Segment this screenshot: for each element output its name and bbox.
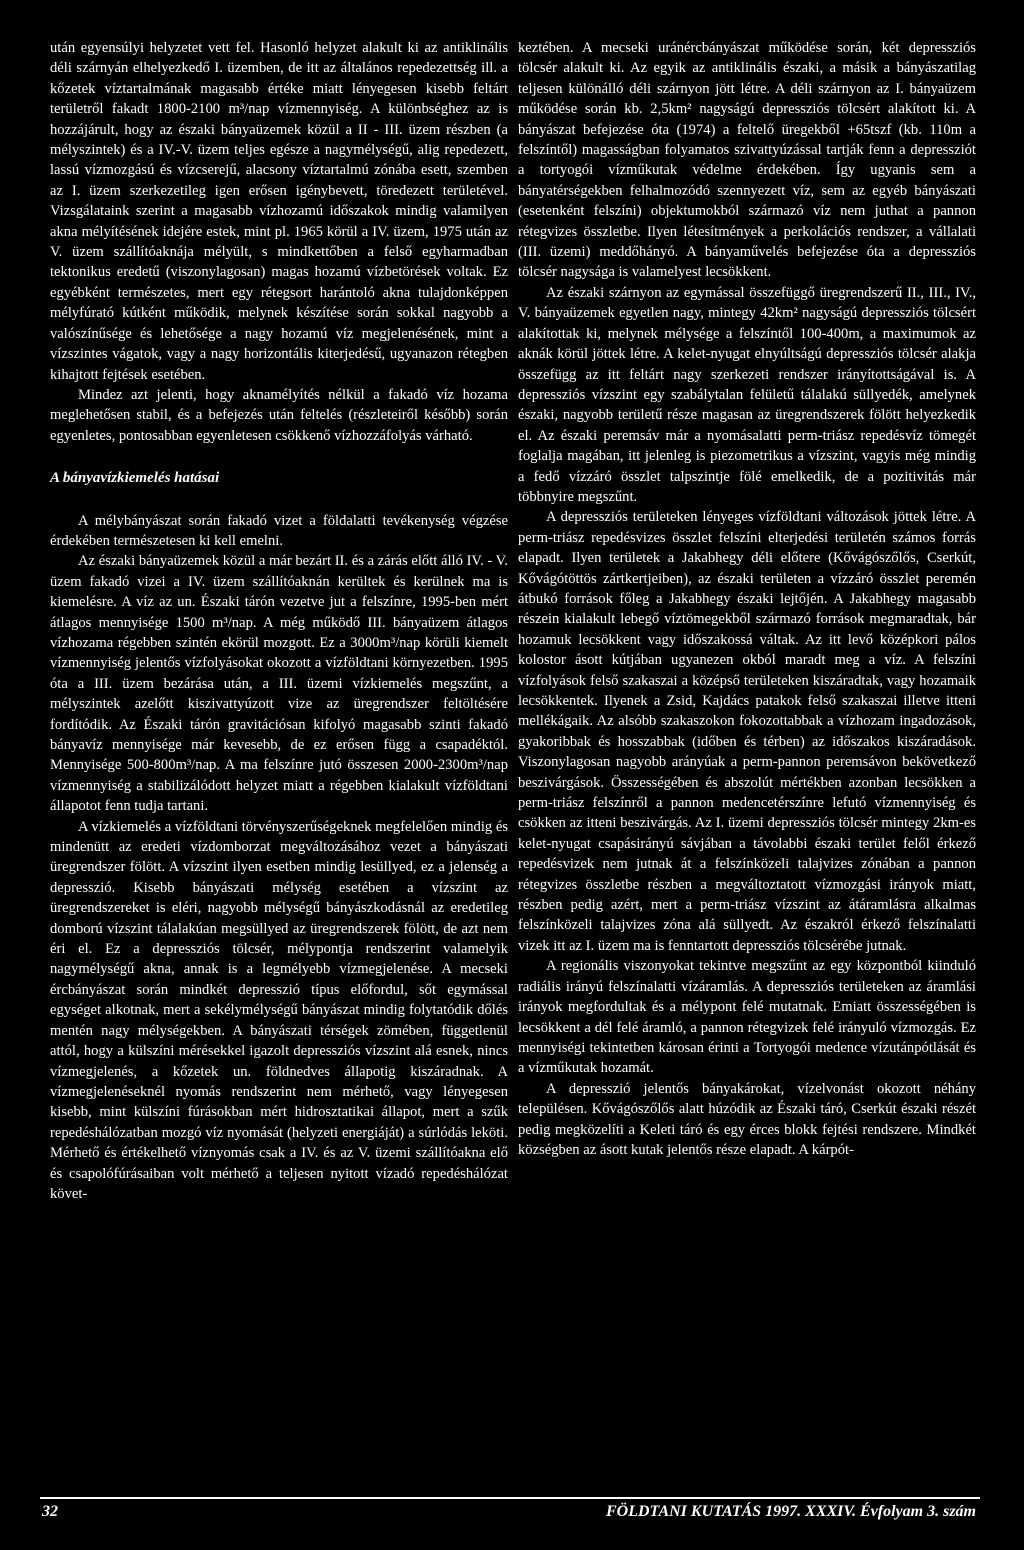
left-paragraph-4: Az északi bányaüzemek közül a már bezárt II. és a zárás előtt álló IV. - V. üzem fakadó vizei a IV. üzem szállítóaknán kerültek és kerülnek ma is kiemelésre. A víz az un. Északi tárón vezetve jut a felszínre, 1995-ben mért átlagos mennyisége 1500 m³/nap. A még működő III. bányaüzem átlagos vízhozama régebben szintén ekörül mozgott. Ez a 3000m³/nap körüli kiemelt vízmennyiség jelentős vízfolyásokat okozott a vízföldtani környezetben. 1995 óta a III. üzem bezárása után, a III. üzemi vízkiemelés megszűnt, a mélyszintek azelőtt kiszivattyúzott vize az üregrendszer feltöltésére fordítódik. Az Északi tárón gravitációsan kifolyó magasabb szinti fakadó bányavíz mennyisége már kevesebb, de ez erősen függ a csapadéktól. Mennyisége 500-800m³/nap. A ma felszínre jutó összesen 2000-2300m³/nap vízmennyiség a stabilizálódott helyzet miatt a régebben kialakult vízföldtani állapotot fenn tudja tartani. bbox=[50, 553, 508, 815]
left-paragraph-3: A mélybányászat során fakadó vizet a földalatti tevékenység végzése érdekében természetesen ki kell emelni. bbox=[50, 512, 508, 549]
left-column bbox=[50, 38, 508, 1204]
left-paragraph-5: A vízkiemelés a vízföldtani törvényszerűségeknek megfelelően mindig és mindenütt az eredeti vízdomborzat megváltozásához vezet a bányászati üregrendszer fölött. A vízszint ilyen esetben mindig lesüllyed, ez a jelenség a depresszió. Kisebb bányászati mélység esetében a vízszint az üregrendszereket is eléri, nagyobb mélységű bányászkodásnál az eredetileg domború vízszint tálalakúan megsüllyed az üregrendszerek fölött, de azt nem éri el. Ez a depressziós tölcsér, mélypontja rendszerint valamelyik nagymélységű akna, annak is a legmélyebb vízmegjelenése. A mecseki ércbányászat során mindkét depresszió típus előfordul, sőt egymással egységet alkotnak, mert a sekélymélységű bányászat mindig folytatódik dőlés mentén nagy mélységekben. A bányászati térségek zömében, függetlenül attól, hogy a külszíni mérésekkel igazolt depressziós vízszint alá esnek, nincs vízmegjelenés, a kőzetek un. földnedves állapotig kiszáradnak. A vízmegjelenéseknél nyomás rendszerint nem mérhető, vagy lényegesen kisebb, mint külszíni fúrásokban mért hidrosztatikai állapot, mert a szűk repedéshálózatban mozgó víz nyomását (helyzeti energiáját) a súrlódás leköti. Mérhető és értékelhető víznyomás csak a IV. és az V. üzemi szállítóakna elő és csapolófúrásaiban volt mérhető a teljesen nyitott vízadó repedéshálózat követ- bbox=[50, 818, 508, 1202]
right-paragraph-5: A depresszió jelentős bányakárokat, vízelvonást okozott néhány településen. Kővágószőlős alatt húzódik az Északi táró, Cserkút északi részét pedig megközelíti a Keleti táró és egy érces blokk fejtési rendszere. Mindkét községben az ásott kutak jelentős része elapadt. A kárpót- bbox=[518, 1080, 976, 1158]
right-column bbox=[518, 38, 976, 1160]
section-heading: A bányavízkiemelés hatásai bbox=[50, 470, 220, 487]
left-paragraph-2: Mindez azt jelenti, hogy aknamélyítés nélkül a fakadó víz hozama meglehetősen stabil, és a befejezés után feltelés (részleteiről később) során egyenletes, pontosabban egyenletesen csökkenő vízhozzáfolyás várható. bbox=[50, 386, 508, 444]
right-paragraph-4: A regionális viszonyokat tekintve megszűnt az egy központból kiinduló radiális irányú felszínalatti vízáramlás. A depressziós területeken az áramlási irányok megfordultak és a mélypont felé mutatnak. Emiatt összességében is lecsökkent a dél felé áramló, a pannon rétegvizek felé irányuló vízmozgás. Ez mennyiségi tekintetben károsan érinti a Tortyogói medence vízutánpótlását és a vízműkutak hozamát. bbox=[518, 958, 976, 1077]
right-paragraph-1: keztében. A mecseki uránércbányászat működése során, két depressziós tölcsér alakult ki. Az egyik az antiklinális északi, a másik a bányászatilag teljesen különálló déli szárnyon jött létre. A déli szárnyon az I. bányaüzem működése során kb. 2,5km² nagyságú depressziós tölcsért alakított ki. A bányászat befejezése óta (1974) a feltelő üregekből +65tszf (kb. 110m a felszíntől) magasságban folyamatos szivattyúzással tartják fenn a depressziót a tortyogói vízműkutak védelme érdekében. Így ugyanis sem a bányatérségekben felhalmozódó szennyezett víz, sem az egyéb bányászati (esetenként felszíni) objektumokból származó víz nem juthat a pannon rétegvizes összletbe. Ilyen létesítmények a perkolációs rendszer, a vállalati (III. üzemi) meddőhányó. A bányaművelés befejezése óta a depressziós tölcsér nagysága is valamelyest lecsökkent. bbox=[518, 40, 976, 281]
page-number: 32 bbox=[42, 1503, 58, 1520]
right-paragraph-3: A depressziós területeken lényeges vízföldtani változások jöttek létre. A perm-triász repedésvizes összlet felszíni elterjedési területén számos forrás elapadt. Ilyen területek a Jakabhegy déli előtere (Kővágószőlős, Cserkút, Kővágótöttös zártkertjeiben), az északi területen a vízzáró összlet peremén átbukó források főleg a Jakabhegy északi lejtőjén. A Jakabhegy magasabb részein kialakult lebegő víztömegekből származó források megmaradtak, bár hozamuk lecsökkent vagy időszakossá váltak. Az itt levő középkori pálos kolostor ásott kútjában ugyanezen okból maradt meg a víz. A felszíni vízfolyások felső szakaszai a középső területeken kiszáradtak, vagy hozamaik lecsökkentek. Ilyenek a Zsid, Kajdács patakok felső szakaszai illetve itteni mellékágaik. Az alsóbb szakaszokon fokozottabbak a vízhozam ingadozások, gyakoribbak és hosszabbak (időben és térben) az időszakos kiszáradások. Viszonylagosan nagyobb arányúak a perm-pannon peremsávon bekövetkező beszivárgások. Összességében és abszolút mértékben azonban lecsökken a perm-triász felszínről a pannon medencetérszínre lefutó vízmennyiség és csökken az itteni beszivárgás. Az I. üzemi depressziós tölcsér mintegy 2km-es kelet-nyugat csapásirányú sávjában a távolabbi északi terület felől érkező repedésvizek nem jutnak át a felszínközeli talajvizes zónában a pannon rétegvizes összletbe részben a megváltoztatott vízmozgási irányok miatt, részben pedig azért, mert a perm-triász vízszint az átáramlásra alkalmas felszínközeli talajvizes zóna alá süllyedt. Az északról érkező felszínalatti vizek itt az I. üzem ma is fenntartott depressziós tölcsérébe jutnak. bbox=[518, 509, 976, 954]
journal-footer: FÖLDTANI KUTATÁS 1997. XXXIV. Évfolyam 3. szám bbox=[606, 1503, 976, 1520]
left-paragraph-1: után egyensúlyi helyzetet vett fel. Hasonló helyzet alakult ki az antiklinális déli szárnyán elhelyezkedő I. üzemben, de itt az általános repedezettség ill. a kőzetek víztartalmának magasabb értéke miatt lényegesen kisebb feltárt területről fakadt 1800-2100 m³/nap vízmennyiség. A különbséghez az is hozzájárult, hogy az északi bányaüzemek közül a II - III. üzem részben (a mélyszintek) és a IV.-V. üzem teljes egésze a nagymélységű, alig repedezett, lassú vízmozgású és vízcserejű, alacsony víztartalmú zónába esett, szemben az I. üzem szerkezetileg igen erősen igénybevett, töredezett területével. Vizsgálataink szerint a magasabb vízhozamú időszakok mindig valamilyen akna mélyítésének idejére estek, mint pl. 1965 körül a IV. üzem, 1975 után az V. üzem szállítóaknája mélyült, s mindkettőben a felső egyharmadban tektonikus eredetű (viszonylagosan) magas hozamú vízbetörések voltak. Ez egyébként természetes, mert egy rétegsort harántoló akna tulajdonképpen mélyfúrató kútként működik, melynek készítése során sokkal nagyobb a valószínűsége és lehetősége a nagy hozamú víz megjelenésének, mint a vízszintes vágatok, vagy a nagy horizontális kiterjedésű, ugyanazon rétegben kihajtott fejtések esetében. bbox=[50, 40, 508, 383]
footer-rule bbox=[40, 1497, 980, 1499]
right-paragraph-2: Az északi szárnyon az egymással összefüggő üregrendszerű II., III., IV., V. bányaüzemek egyetlen nagy, mintegy 42km² nagyságú depressziós tölcsért alakítottak ki, melynek mélysége a felszíntől 100-400m, a maximumok az aknák körül jöttek létre. A kelet-nyugat elnyúltságú depressziós tölcsér alakja összefügg az itt feltárt nagy szerkezeti rendszer irányítottságával is. A depressziós vízszint egy szabálytalan felületű tálalakú süllyedék, amelynek északi, nagyobb területű része magasan az üregrendszerek fölött helyezkedik el. Az északi peremsáv már a nyomásalatti perm-triász repedésvíz tömegét foglalja magában, itt jelenleg is piezometrikus a vízszint, vagyis még mindig a fedő vízzáró összlet talpszintje fölé emelkedik, de a pozitivitás már többnyire megszűnt. bbox=[518, 284, 976, 505]
